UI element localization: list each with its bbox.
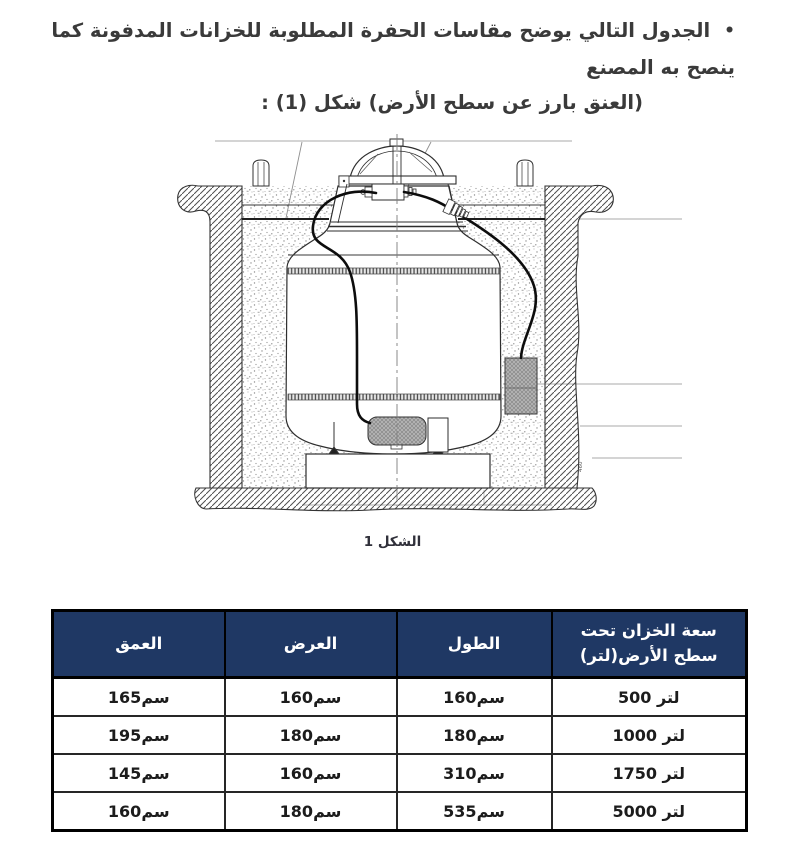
- cell-depth: 160سم: [53, 792, 225, 831]
- column-header-length: الطول: [397, 611, 552, 678]
- cell-length: 535سم: [397, 792, 552, 831]
- tank-installation-diagram: [110, 116, 690, 530]
- table-header-row: [53, 611, 747, 678]
- bullet-icon: •: [724, 21, 735, 41]
- table-row: [53, 678, 747, 717]
- intro-line-2: (العنق بارز عن سطح الأرض) شكل (1) :: [261, 91, 643, 114]
- cell-width: 160سم: [225, 754, 397, 792]
- cell-width: 180سم: [225, 716, 397, 754]
- intro-line-1-text: الجدول التالي يوضح مقاسات الحفرة المطلوبة للخزانات المدفونة كما ينصح به المصنع: [51, 19, 735, 79]
- cell-length: 180سم: [397, 716, 552, 754]
- table-row: [53, 792, 747, 831]
- column-header-capacity: سعة الخزان تحت سطح الأرض(لتر): [552, 611, 747, 678]
- cell-capacity: 5000 لتر: [552, 792, 747, 831]
- column-header-width: العرض: [225, 611, 397, 678]
- cell-width: 180سم: [225, 792, 397, 831]
- pump-foot: [391, 445, 402, 449]
- column-header-depth: العمق: [53, 611, 225, 678]
- cell-width: 160سم: [225, 678, 397, 717]
- cell-length: 160سم: [397, 678, 552, 717]
- figure-1: [110, 116, 690, 530]
- cell-capacity: 1000 لتر: [552, 716, 747, 754]
- cell-length: 310سم: [397, 754, 552, 792]
- cell-capacity: 500 لتر: [552, 678, 747, 717]
- table-row: [53, 754, 747, 792]
- intro-paragraph: [0, 13, 785, 120]
- tiny-annotation: 460: [578, 461, 584, 472]
- cell-depth: 165سم: [53, 678, 225, 717]
- concrete-base-slab: [306, 454, 490, 488]
- cell-capacity: 1750 لتر: [552, 754, 747, 792]
- intro-line-1: [0, 13, 785, 85]
- cell-depth: 145سم: [53, 754, 225, 792]
- cell-depth: 195سم: [53, 716, 225, 754]
- anchor-box: [505, 358, 537, 414]
- dimensions-table: [51, 609, 748, 832]
- figure-caption: الشكل 1: [363, 534, 422, 550]
- dimensions-table-wrapper: [54, 609, 748, 832]
- table-row: [53, 716, 747, 754]
- outlet-pedestal: [428, 418, 448, 452]
